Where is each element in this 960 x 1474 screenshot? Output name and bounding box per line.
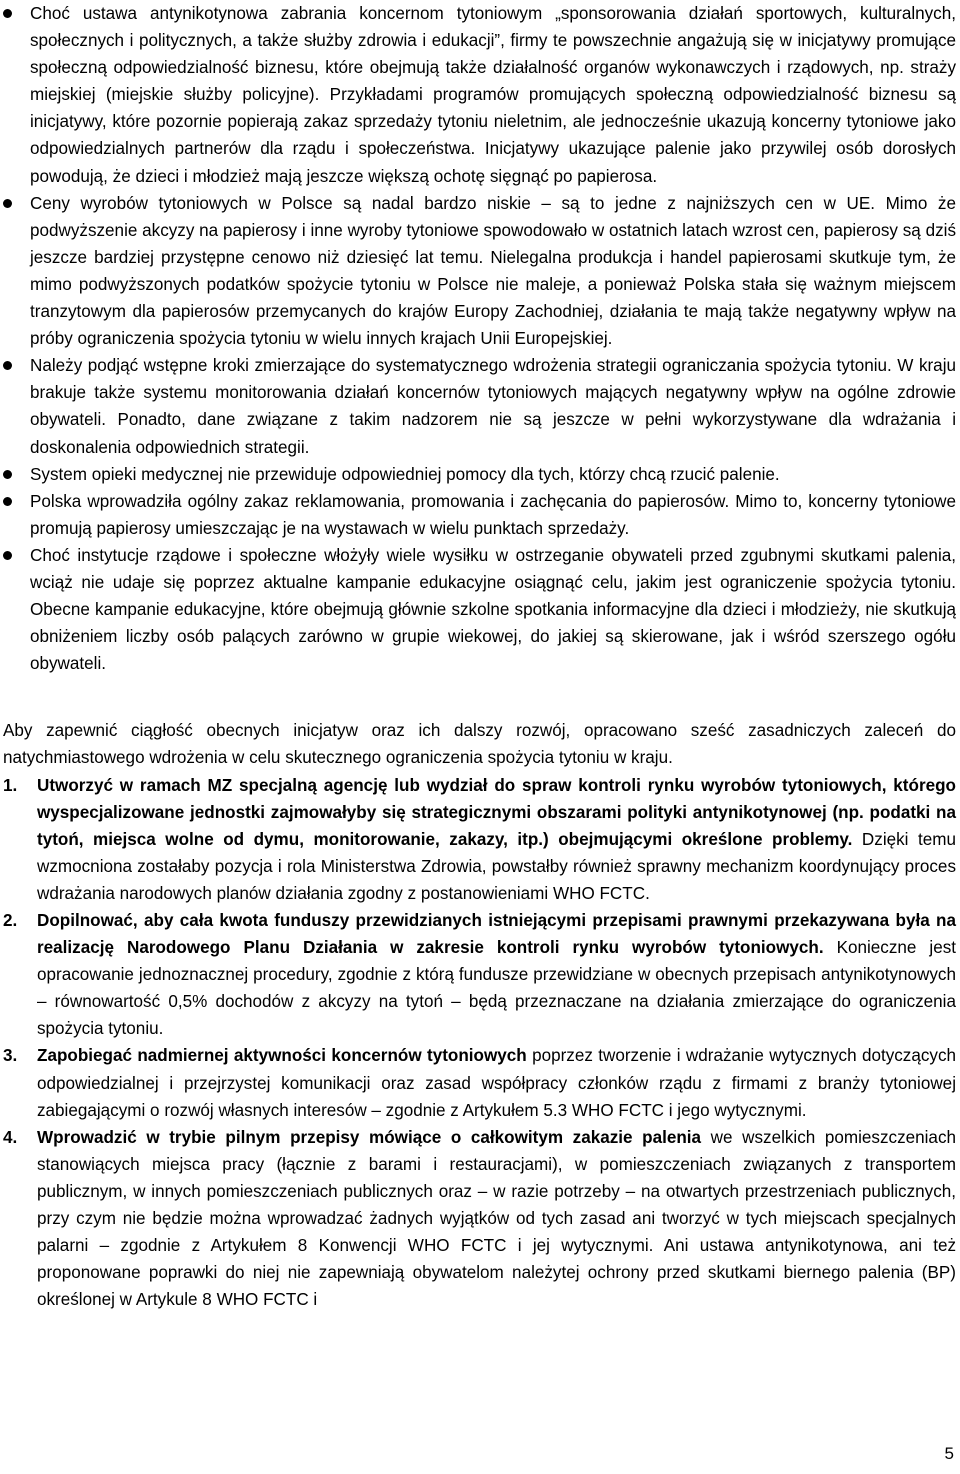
bullet-text: Choć ustawa antynikotynowa zabrania koncernom tytoniowym „sponsorowania działań sportowych, kulturalnych, społecznych i politycznych, a także służby zdrowia i edukacji”, firmy te powszechnie angażują się w inicjatywy promujące społeczną odpowiedzialność biznesu, które obejmują także działalność organów wykonawczych i rządowych, np. straży miejskiej (miejskie służby policyjne). Przykładami programów promujących społeczną odpowiedzialność biznesu są inicjatywy, które pozornie popierają zakaz sprzedaży tytoniu nieletnim, ale jednocześnie ukazują koncerny tytoniowe jako odpowiedzialnych partnerów dla rządu i społeczeństwa. Inicjatywy ukazujące palenie jako przywilej osób dorosłych powodują, że dzieci i młodzież mają jeszcze większą ochotę sięgnąć po papierosa. <box>30 4 956 186</box>
bullet-dot-icon <box>3 470 12 479</box>
bullet-dot-icon <box>3 551 12 560</box>
recommendation-text: poprzez tworzenie i wdrażanie wytycznych dotyczących odpowiedzialnej i przejrzystej komunikacji oraz zasad współpracy członków rządu z firmami z branży tytoniowej zabiegającymi o rozwój własnych interesów – zgodnie z Artykułem 5.3 WHO FCTC i jego wytycznymi. <box>37 1046 956 1120</box>
bullet-text: Ceny wyrobów tytoniowych w Polsce są nadal bardzo niskie – są to jedne z najniższych cen w UE. Mimo że podwyższenie akcyzy na papierosy i inne wyroby tytoniowe spowodowało w ostatnich latach wzrost cen, papierosy są dziś jeszcze bardziej przystępne cenowo niż dziesięć lat temu. Nielegalna produkcja i handel papierosami skutkuje tym, że mimo podwyższonych podatków spożycie tytoniu w Polsce nie maleje, a ponieważ Polska stała się ważnym miejscem tranzytowym dla papierosów przemycanych do krajów Europy Zachodniej, działania te mają także negatywny wpływ na próby ograniczenia spożycia tytoniu w wielu innych krajach Unii Europejskiej. <box>30 193 956 349</box>
bullet-text: Choć instytucje rządowe i społeczne włożyły wiele wysiłku w ostrzeganie obywateli przed zgubnymi skutkami palenia, wciąż nie udaje się poprzez aktualne kampanie edukacyjne osiągnąć celu, jakim jest ograniczenie spożycia tytoniu. Obecne kampanie edukacyjne, które obejmują głównie szkolne spotkania informacyjne dla dzieci i młodzieży, nie skutkują obniżeniem liczby osób palących zarówno w grupie wiekowej, do jakiej są skierowane, jak i wśród szerszego ogółu obywateli. <box>30 545 956 674</box>
bullet-dot-icon <box>3 9 12 18</box>
recommendation-heading: Wprowadzić w trybie pilnym przepisy mówiące o całkowitym zakazie palenia <box>37 1127 702 1147</box>
bullet-item <box>3 488 956 542</box>
recommendation-text: Konieczne jest opracowanie jednoznacznej procedury, zgodnie z którą fundusze przewidziane w obecnych przepisach antynikotynowych – równowartość 0,5% dochodów z akcyzy na tytoń – będą przeznaczane na działania zmierzające do ograniczenia spożycia tytoniu. <box>37 938 956 1039</box>
bullet-item <box>3 0 956 190</box>
bullet-text: System opieki medycznej nie przewiduje odpowiedniej pomocy dla tych, którzy chcą rzucić palenie. <box>30 464 780 484</box>
page-content <box>3 0 956 1313</box>
bullet-dot-icon <box>3 497 12 506</box>
recommendation-number: 2. <box>3 911 18 930</box>
bullet-item <box>3 461 956 488</box>
recommendations-list <box>3 772 956 1314</box>
bullet-item <box>3 190 956 353</box>
recommendation-item <box>3 1042 956 1123</box>
bullet-list <box>3 0 956 677</box>
recommendation-heading: Utworzyć w ramach MZ specjalną agencję lub wydział do spraw kontroli rynku wyrobów tytoniowych, którego wyspecjalizowane jednostki zajmowałyby się strategicznymi obszarami polityki antynikotynowej (np. podatki na tytoń, miejsca wolne od dymu, monitorowanie, zakazy, itp.) obejmującymi określone problemy. <box>37 775 956 849</box>
recommendation-text: Dzięki temu wzmocniona zostałaby pozycja i rola Ministerstwa Zdrowia, powstałby również sprawny mechanizm koordynujący proces wdrażania narodowych planów działania zgodny z postanowieniami WHO FCTC. <box>37 829 956 903</box>
recommendation-number: 1. <box>3 775 18 795</box>
bullet-text: Należy podjąć wstępne kroki zmierzające do systematycznego wdrożenia strategii ograniczania spożycia tytoniu. W kraju brakuje także systemu monitorowania działań koncernów tytoniowych mających negatywny wpływ na ogólne zdrowie obywateli. Ponadto, dane związane z takim nadzorem nie są jeszcze w pełni wykorzystywane dla wdrażania i doskonalenia odpowiednich strategii. <box>30 356 956 457</box>
recommendation-number: 3. <box>3 1046 18 1066</box>
recommendation-item <box>3 907 956 1042</box>
bullet-item <box>3 352 956 460</box>
recommendation-number: 4. <box>3 1127 18 1147</box>
bullet-dot-icon <box>3 361 12 370</box>
bullet-text: Polska wprowadziła ogólny zakaz reklamowania, promowania i zachęcania do papierosów. Mimo to, koncerny tytoniowe promują papierosy umieszczając je na wystawach w wielu punktach sprzedaży. <box>30 491 956 538</box>
bullet-item <box>3 542 956 677</box>
page-number: 5 <box>944 1444 954 1463</box>
recommendation-item <box>3 1124 956 1314</box>
recommendation-text: we wszelkich pomieszczeniach stanowiących miejsca pracy (łącznie z barami i restauracjami), w pomieszczeniach związanych z transportem publicznym, w innych pomieszczeniach publicznych oraz – w razie potrzeby – na otwartych przestrzeniach publicznych, przy czym nie będzie można wprowadzać żadnych wyjątków od tych zasad ani tworzyć w tych miejscach specjalnych palarni – zgodnie z Artykułem 8 Konwencji WHO FCTC i jej wytycznymi. Ani ustawa antynikotynowa, ani też proponowane poprawki do niej nie zapewniają obywatelom należytej ochrony przed skutkami biernego palenia (BP) określonej w Artykule 8 WHO FCTC i <box>37 1127 956 1310</box>
intro-paragraph: Aby zapewnić ciągłość obecnych inicjatyw oraz ich dalszy rozwój, opracowano sześć zasadniczych zaleceń do natychmiastowego wdrożenia w celu skutecznego ograniczenia spożycia tytoniu w kraju. <box>3 721 956 768</box>
recommendation-heading: Dopilnować, aby cała kwota funduszy przewidzianych istniejącymi przepisami prawnymi przekazywana była na realizację Narodowego Planu Działania w zakresie kontroli rynku wyrobów tytoniowych. <box>37 911 956 958</box>
bullet-dot-icon <box>3 199 12 208</box>
recommendation-heading: Zapobiegać nadmiernej aktywności koncernów tytoniowych <box>37 1046 527 1066</box>
recommendation-item <box>3 772 956 907</box>
